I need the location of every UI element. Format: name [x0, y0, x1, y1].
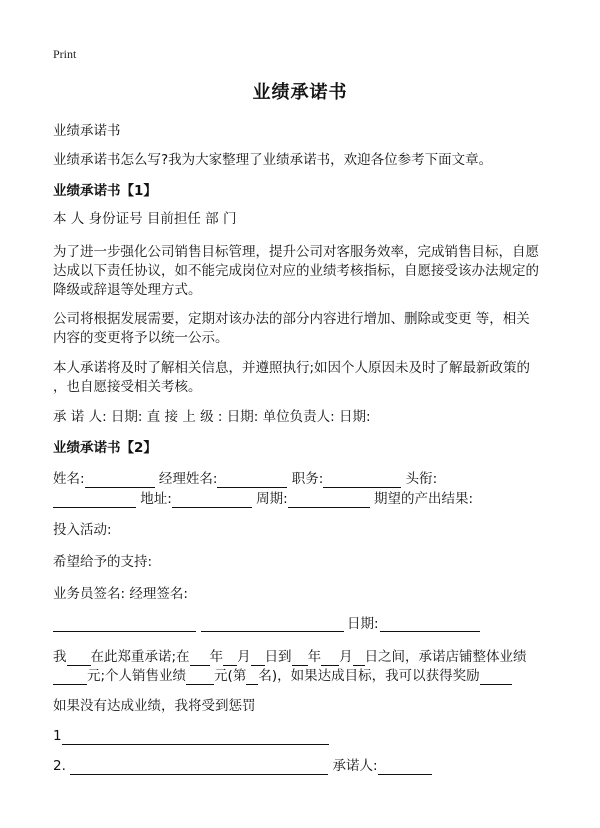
support-label: 希望给予的支持:	[53, 554, 153, 570]
address-label: 地址:	[140, 491, 172, 507]
name-blank	[85, 473, 155, 488]
info-row-1	[53, 470, 437, 488]
position-blank	[323, 473, 401, 488]
period-blank	[288, 493, 370, 508]
pledge-text: 在此郑重承诺;在	[90, 649, 190, 665]
pledge-text: 年	[307, 649, 322, 665]
id-line: 本 人 身份证号 目前担任 部 门	[53, 211, 237, 227]
pledge-line-2	[53, 667, 512, 685]
section1-heading: 业绩承诺书【1】	[53, 183, 157, 199]
penalty-item-1-blank	[62, 730, 329, 745]
name-label: 姓名:	[53, 471, 85, 487]
promiser-blank	[378, 760, 432, 775]
intro-line: 业绩承诺书怎么写?我为大家整理了业绩承诺书，欢迎各位参考下面文章。	[53, 152, 493, 168]
manager-name-blank	[217, 473, 287, 488]
end-year-blank	[292, 651, 308, 666]
paragraph-1-line: 达成以下责任协议，如不能完成岗位对应的业绩考核指标，自愿接受该办法规定的	[53, 263, 539, 279]
item-number: 1	[53, 728, 62, 744]
document-title: 业绩承诺书	[252, 82, 348, 103]
penalty-item-1	[53, 727, 329, 745]
paragraph-1-line: 降级或辞退等处理方式。	[53, 282, 202, 298]
period-label: 周期:	[256, 491, 288, 507]
pledge-line-1	[53, 648, 527, 666]
invest-activities-label: 投入活动:	[53, 522, 112, 538]
pledge-text: 元;个人销售业绩	[87, 668, 187, 684]
paragraph-2-line: 公司将根据发展需要，定期对该办法的部分内容进行增加、删除或变更 等，相关	[53, 311, 530, 327]
section2-heading: 业绩承诺书【2】	[53, 440, 157, 456]
paragraph-3-line: ，也自愿接受相关考核。	[53, 379, 202, 395]
rank-blank	[246, 670, 258, 685]
pledge-text: 月	[339, 649, 353, 665]
end-day-blank	[353, 651, 365, 666]
store-target-blank	[53, 670, 87, 685]
reward-blank	[480, 670, 512, 685]
paragraph-2-line: 内容的变更将予以统一公示。	[53, 330, 229, 346]
paragraph-3-line: 本人承诺将及时了解相关信息，并遵照执行;如因个人原因未及时了解最新政策的	[53, 360, 531, 376]
penalty-item-2-blank	[70, 760, 328, 775]
item-number: 2.	[53, 758, 66, 774]
promiser-label: 承诺人:	[332, 758, 378, 774]
paragraph-1-line: 为了进一步强化公司销售目标管理，提升公司对客服务效率，完成销售目标，自愿	[53, 244, 539, 260]
start-year-blank	[190, 651, 210, 666]
personal-target-blank	[186, 670, 214, 685]
pledge-text: 月	[237, 649, 251, 665]
date-label: 日期:	[347, 616, 379, 632]
signatures-label: 业务员签名: 经理签名:	[53, 586, 188, 602]
signature-line: 承 诺 人: 日期: 直 接 上 级 : 日期: 单位负责人: 日期:	[53, 409, 371, 425]
pledge-text: 日到	[264, 649, 292, 665]
salesperson-signature-rule	[53, 631, 196, 632]
pledge-text: 元(第	[214, 668, 247, 684]
manager-name-label: 经理姓名:	[158, 471, 218, 487]
expected-output-label: 期望的产出结果:	[374, 491, 474, 507]
pledge-name-blank	[67, 651, 91, 666]
start-month-blank	[223, 651, 237, 666]
pledge-text: 日之间，承诺店铺整体业绩	[364, 649, 527, 665]
title-label: 头衔:	[405, 471, 438, 487]
penalty-item-2	[53, 757, 432, 775]
print-label[interactable]: Print	[53, 47, 77, 61]
penalty-label: 如果没有达成业绩，我将受到惩罚	[53, 698, 256, 714]
pledge-text: 名)，如果达成目标，我可以获得奖励	[258, 668, 480, 684]
end-month-blank	[321, 651, 339, 666]
manager-signature-rule	[201, 631, 344, 632]
start-day-blank	[251, 651, 265, 666]
pledge-text: 年	[209, 649, 224, 665]
intro-subtitle: 业绩承诺书	[53, 123, 121, 139]
pledge-text: 我	[53, 649, 67, 665]
info-row-2	[53, 490, 473, 508]
date-rule	[380, 631, 480, 632]
address-blank	[172, 493, 252, 508]
title-blank	[53, 493, 136, 508]
position-label: 职务:	[291, 471, 324, 487]
